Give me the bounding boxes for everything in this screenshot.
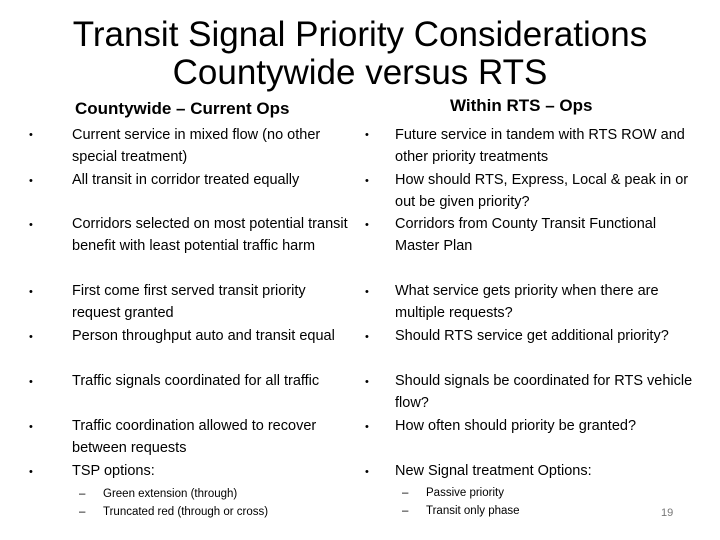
bullet-icon: • — [29, 219, 33, 231]
list-item: Person throughput auto and transit equal — [72, 328, 335, 344]
dash-icon: – — [79, 506, 86, 518]
list-item: Corridors from County Transit Functional Master Plan — [395, 216, 657, 254]
sub-item-text: Green extension (through) — [103, 488, 238, 500]
bullet-icon: • — [365, 421, 369, 433]
list-item: Traffic coordination allowed to recover between requests — [72, 418, 317, 456]
list-item: All transit in corridor treated equally — [72, 172, 300, 188]
bullet-icon: • — [365, 286, 369, 298]
bullet-icon: • — [365, 376, 369, 388]
bullet-icon: • — [29, 286, 33, 298]
list-item: New Signal treatment Options: — [395, 463, 592, 479]
bullet-icon: • — [365, 466, 369, 478]
bullet-icon: • — [29, 129, 33, 141]
list-item: How should RTS, Express, Local & peak in or out be given priority? — [395, 172, 689, 210]
sub-list-item — [402, 484, 504, 502]
list-item: Corridors selected on most potential transit benefit with least potential traffic harm — [72, 216, 348, 254]
list-item: Should signals be coordinated for RTS vehicle flow? — [395, 373, 693, 411]
list-item: Current service in mixed flow (no other special treatment) — [72, 127, 321, 165]
bullet-icon: • — [29, 331, 33, 343]
bullet-icon: • — [29, 175, 33, 187]
list-item: TSP options: — [72, 463, 155, 479]
bullet-icon: • — [29, 376, 33, 388]
dash-icon: – — [79, 488, 86, 500]
list-item: Future service in tandem with RTS ROW and other priority treatments — [395, 127, 685, 165]
sub-item-text: Passive priority — [426, 487, 504, 499]
slide-title — [0, 16, 720, 92]
dash-icon: – — [402, 505, 409, 517]
list-item: Should RTS service get additional priority? — [395, 328, 669, 344]
bullet-icon: • — [365, 175, 369, 187]
title-line-1: Transit Signal Priority Considerations — [72, 15, 648, 54]
title-line-2: Countywide versus RTS — [172, 53, 548, 92]
list-item: Traffic signals coordinated for all traffic — [72, 373, 320, 389]
right-column-heading: Within RTS – Ops — [450, 96, 593, 115]
dash-icon: – — [402, 487, 409, 499]
bullet-icon: • — [29, 421, 33, 433]
sub-item-text: Transit only phase — [426, 505, 520, 517]
sub-list-item — [79, 485, 237, 503]
list-item: First come first served transit priority request granted — [72, 283, 306, 321]
bullet-icon: • — [29, 466, 33, 478]
left-column-heading: Countywide – Current Ops — [75, 99, 290, 118]
bullet-icon: • — [365, 129, 369, 141]
list-item: What service gets priority when there are multiple requests? — [395, 283, 659, 321]
page-number: 19 — [661, 507, 674, 519]
bullet-icon: • — [365, 331, 369, 343]
sub-list-item — [79, 503, 268, 521]
sub-list-item — [402, 502, 520, 520]
bullet-icon: • — [365, 219, 369, 231]
list-item: How often should priority be granted? — [395, 418, 637, 434]
sub-item-text: Truncated red (through or cross) — [103, 506, 269, 518]
